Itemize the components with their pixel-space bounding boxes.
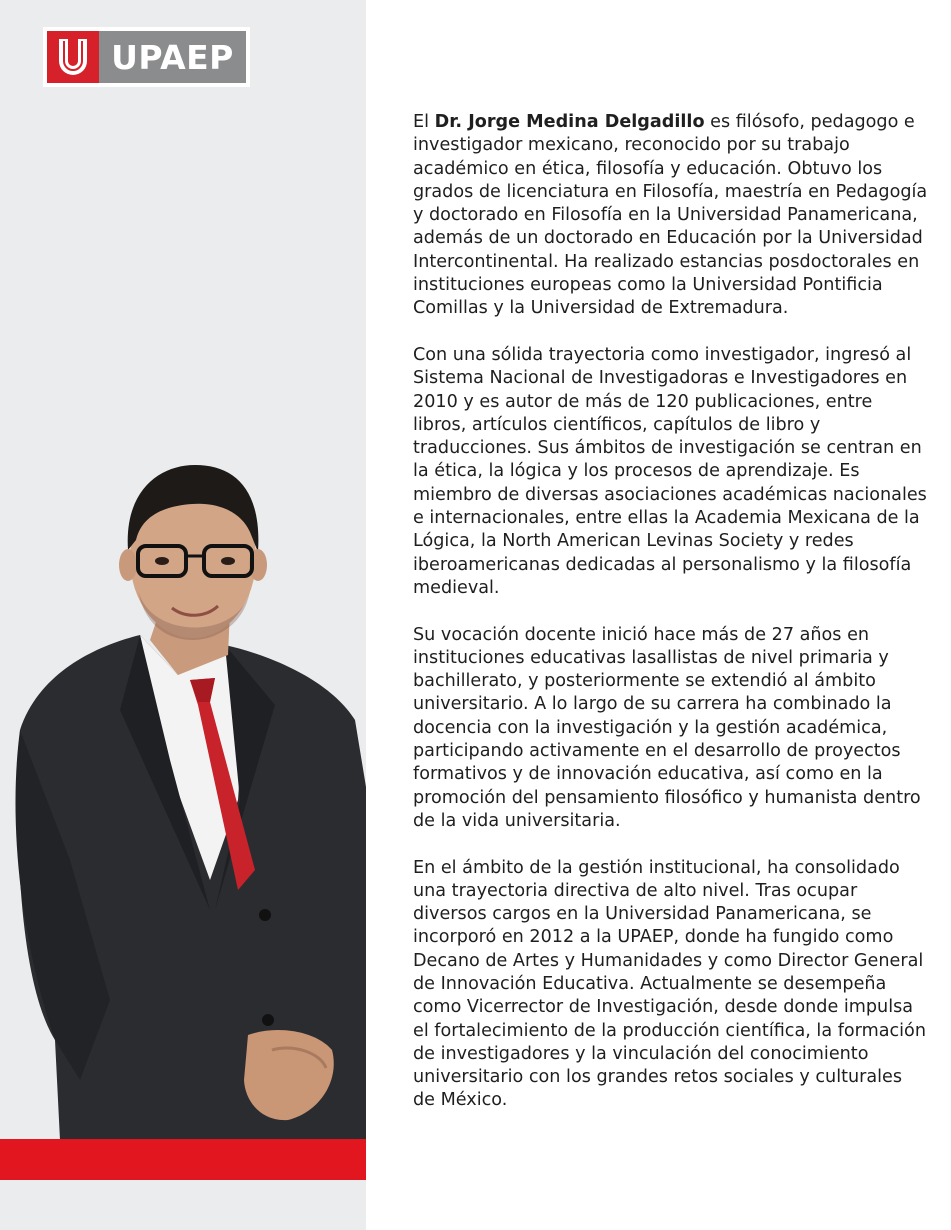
bio-paragraph-1 [413, 111, 928, 321]
bio-name: Dr. Jorge Medina Delgadillo [434, 112, 705, 132]
bio-paragraph-2: Con una sólida trayectoria como investigador, ingresó al Sistema Nacional de Investigadoras e Investigadores en 2010 y es autor de más de 120 publicaciones, entre libros, artículos científicos, capítulos de libro y traducciones. Sus ámbitos de investigación se centran en la ética, la lógica y los procesos de aprendizaje. Es miembro de diversas asociaciones académicas nacionales e internacionales, entre ellas la Academia Mexicana de la Lógica, la North American Levinas Society y redes iberoamericanas dedicadas al personalismo y la filosofía medieval. [413, 344, 927, 598]
logo-mark-icon [47, 31, 99, 83]
red-accent-bar [0, 1139, 366, 1180]
bio-paragraph-3: Su vocación docente inició hace más de 27 años en instituciones educativas lasallistas de nivel primaria y bachillerato, y posteriormente se extendió al ámbito universitario. A lo largo de su carrera ha combinado la docencia con la investigación y la gestión académica, participando activamente en el desarrollo de proyectos formativos y de innovación educativa, así como en la promoción del pensamiento filosófico y humanista dentro de la vida universitaria. [413, 624, 921, 831]
biography [413, 111, 928, 1136]
bio-p1-prefix: El [413, 112, 435, 132]
bio-paragraph-4: En el ámbito de la gestión institucional, ha consolidado una trayectoria directiva de alto nivel. Tras ocupar diversos cargos en la Universidad Panamericana, se incorporó en 2012 a la UPAEP, donde ha fungido como Decano de Artes y Humanidades y como Director General de Innovación Educativa. Actualmente se desempeña como Vicerrector de Investigación, desde donde impulsa el fortalecimiento de la producción científica, la formación de investigadores y la vinculación del conocimiento universitario con los grandes retos sociales y culturales de México. [413, 857, 926, 1111]
logo-text: UPAEP [99, 31, 246, 83]
portrait-photo [0, 440, 366, 1140]
bio-p1-rest: es filósofo, pedagogo e investigador mexicano, reconocido por su trabajo académico en ética, filosofía y educación. Obtuvo los grados de licenciatura en Filosofía, maestría en Pedagogía y doctorado en Filosofía en la Universidad Panamericana, además de un doctorado en Educación por la Universidad Intercontinental. Ha realizado estancias posdoctorales en instituciones europeas como la Universidad Pontificia Comillas y la Universidad de Extremadura. [413, 112, 928, 319]
upaep-logo [43, 27, 250, 87]
